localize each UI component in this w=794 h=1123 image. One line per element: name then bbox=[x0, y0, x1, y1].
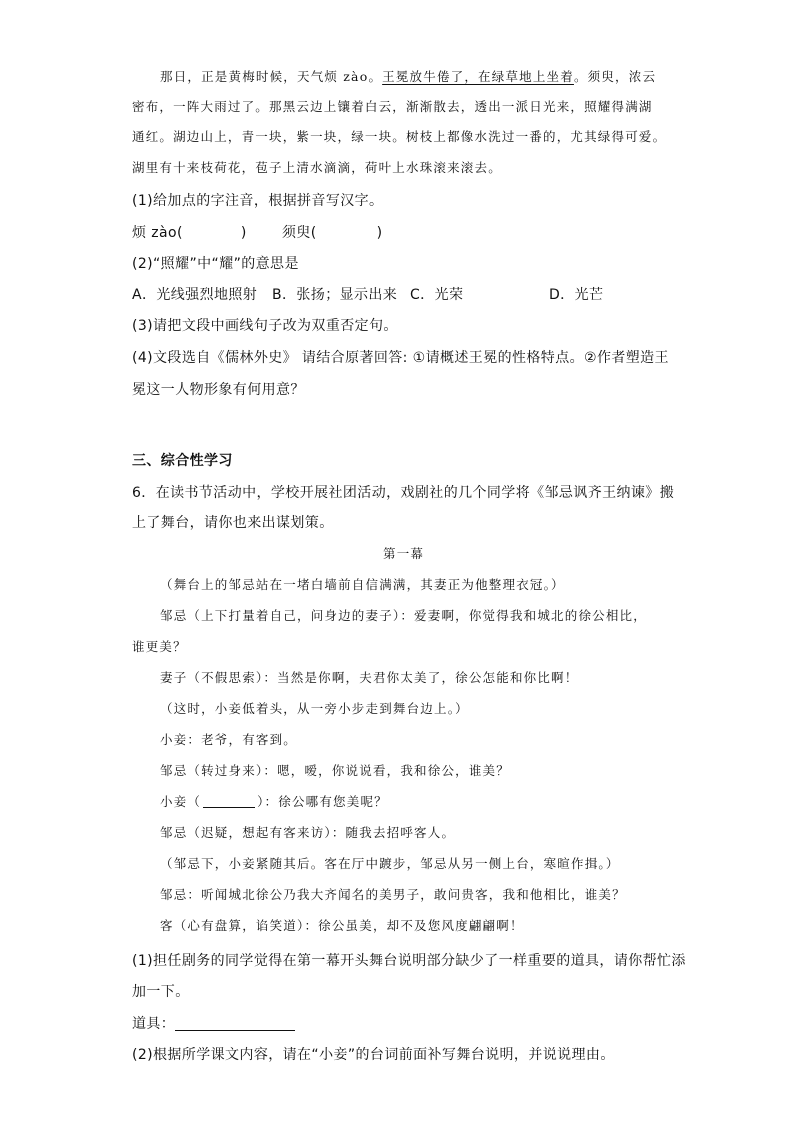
q5-option-b: B．张扬；显示出来 bbox=[272, 287, 398, 303]
script-line-12: 客（心有盘算，谄笑道）：徐公虽美，却不及您风度翩翩啊！ bbox=[160, 918, 524, 933]
section-heading: 三、综合性学习 bbox=[132, 453, 233, 469]
passage-line-4: 湖里有十来枝荷花，苞子上清水滴滴，荷叶上水珠滚来滚去。 bbox=[132, 160, 502, 175]
script-line-5: （这时，小妾低着头，从一旁小步走到舞台边上。） bbox=[160, 701, 469, 716]
q5-sub4-line1: (4)文段选自《儒林外史》 请结合原著回答: ①请概述王冕的性格特点。②作者塑造王 bbox=[132, 350, 669, 366]
q6-sub2: (2)根据所学课文内容，请在“小妾”的台词前面补写舞台说明，并说说理由。 bbox=[132, 1047, 615, 1063]
q5-fill-b bbox=[282, 223, 383, 243]
q6-sub1-line1: (1)担任剧务的同学觉得在第一幕开头舞台说明部分缺少了一样重要的道具，请你帮忙添 bbox=[132, 953, 686, 969]
passage-text: 。须臾，浓云 bbox=[573, 69, 657, 84]
q5-sub3: (3)请把文段中画线句子改为双重否定句。 bbox=[132, 318, 398, 334]
q5-option-c: C．光荣 bbox=[410, 287, 464, 303]
q5-sub1: (1)给加点的字注音，根据拼音写汉字。 bbox=[132, 193, 384, 209]
passage-line-2: 密布，一阵大雨过了。那黑云边上镶着白云，渐渐散去，透出一派日光来，照耀得满湖 bbox=[132, 99, 653, 114]
q5-sub4-line2: 冕这一人物形象有何用意？ bbox=[132, 382, 305, 398]
fill-a-label: 烦 zào( bbox=[132, 225, 183, 241]
q5-option-d: D．光芒 bbox=[549, 287, 604, 303]
script-line-11: 邹忌：听闻城北徐公乃我大齐闻名的美男子，敢问贵客，我和他相比，谁美？ bbox=[160, 887, 626, 902]
fill-b-close: ) bbox=[376, 225, 383, 241]
script-line-10: （邹忌下，小妾紧随其后。客在厅中踱步，邹忌从另一侧上台，寒暄作揖。） bbox=[160, 856, 620, 871]
prop-label: 道具： bbox=[132, 1016, 176, 1032]
script-line-2: 邹忌（上下打量着自己，问身边的妻子）：爱妻啊，你觉得我和城北的徐公相比， bbox=[160, 608, 647, 623]
script-speaker: 小妾（ bbox=[160, 794, 202, 809]
q6-sub1-line2: 加一下。 bbox=[132, 984, 190, 1000]
q6-line2: 上了舞台，请你也来出谋划策。 bbox=[132, 515, 334, 531]
script-line-8 bbox=[160, 792, 388, 812]
q5-option-a: A．光线强烈地照射 bbox=[132, 287, 258, 303]
passage-line-3: 通红。湖边山上，青一块，紫一块，绿一块。树枝上都像水洗过一番的，尤其绿得可爱。 bbox=[132, 129, 667, 144]
script-line-3: 谁更美？ bbox=[132, 639, 187, 654]
q5-sub2: (2)“照耀”中“耀”的意思是 bbox=[132, 256, 299, 272]
q5-fill-a bbox=[132, 223, 247, 243]
script-line-rest: ）：徐公哪有您美呢？ bbox=[257, 794, 388, 809]
script-line-9: 邹忌（迟疑，想起有客来访）：随我去招呼客人。 bbox=[160, 825, 456, 840]
script-line-1: （舞台上的邹忌站在一堵白墙前自信满满，其妻正为他整理衣冠。） bbox=[160, 577, 565, 592]
script-line-7: 邹忌（转过身来）：嗯，嗳，你说说看，我和徐公，谁美？ bbox=[160, 763, 510, 778]
q6-line1: 6．在读书节活动中，学校开展社团活动，戏剧社的几个同学将《邹忌讽齐王纳谏》搬 bbox=[132, 485, 675, 501]
script-line-4: 妻子（不假思索）：当然是你啊，夫君你太美了，徐公怎能和你比啊！ bbox=[160, 670, 579, 685]
fill-a-close: ) bbox=[240, 225, 247, 241]
prop-row bbox=[132, 1014, 295, 1034]
underlined-sentence: 王冕放牛倦了，在绿草地上坐着 bbox=[382, 69, 574, 84]
script-line-6: 小妾：老爷，有客到。 bbox=[160, 732, 298, 747]
passage-text: 那日，正是黄梅时候，天气烦 zào。 bbox=[160, 69, 383, 84]
passage-line-1 bbox=[160, 67, 656, 87]
stage-direction-blank[interactable] bbox=[203, 793, 255, 808]
prop-answer-blank[interactable] bbox=[175, 1014, 295, 1031]
act-title: 第一幕 bbox=[383, 546, 425, 561]
fill-b-label: 须臾( bbox=[282, 225, 317, 241]
